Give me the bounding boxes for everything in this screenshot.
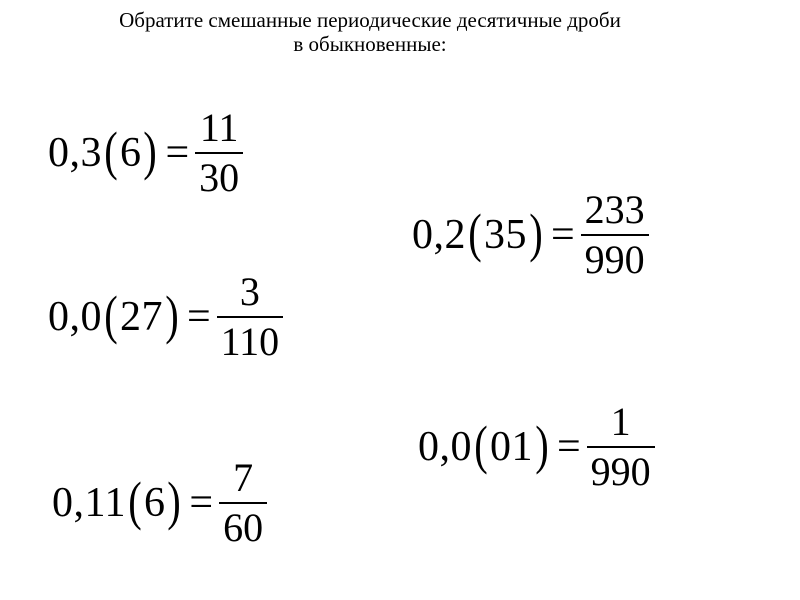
fraction-denominator: 60	[223, 505, 264, 550]
fraction	[217, 269, 284, 364]
fraction-numerator: 1	[610, 399, 631, 444]
equals-sign: =	[189, 480, 214, 526]
equals-sign: =	[165, 130, 190, 176]
fraction-denominator: 110	[220, 319, 280, 364]
equation-period: 6	[143, 480, 166, 526]
equation-2	[412, 187, 649, 282]
fraction-numerator: 11	[199, 105, 239, 150]
fraction-denominator: 990	[590, 449, 651, 494]
right-paren: )	[535, 415, 549, 475]
task-title	[0, 8, 740, 56]
equation-1	[48, 105, 243, 200]
fraction	[581, 187, 649, 282]
fraction	[587, 399, 655, 494]
equation-period: 27	[119, 294, 163, 340]
equals-sign: =	[556, 424, 581, 470]
fraction-numerator: 7	[233, 455, 254, 500]
fraction-denominator: 30	[199, 155, 240, 200]
title-line-1: Обратите смешанные периодические десятичные дроби	[119, 8, 621, 32]
fraction-numerator: 3	[239, 269, 260, 314]
equation-4	[418, 399, 655, 494]
equation-5	[52, 455, 267, 550]
equation-period: 35	[483, 212, 527, 258]
left-paren: (	[468, 203, 482, 263]
equation-period: 6	[119, 130, 142, 176]
right-paren: )	[143, 121, 158, 181]
fraction-denominator: 990	[584, 237, 645, 282]
equation-prefix: 0,0	[48, 294, 102, 340]
fraction	[195, 105, 243, 200]
left-paren: (	[474, 415, 488, 475]
equals-sign: =	[550, 212, 575, 258]
left-paren: (	[104, 121, 118, 181]
left-paren: (	[104, 285, 118, 345]
equation-prefix: 0,11	[52, 480, 126, 526]
equation-prefix: 0,2	[412, 212, 466, 258]
right-paren: )	[165, 285, 179, 345]
title-line-2: в обыкновенные:	[293, 32, 447, 56]
equation-period: 01	[489, 424, 533, 470]
equals-sign: =	[186, 294, 211, 340]
fraction-numerator: 233	[584, 187, 645, 232]
right-paren: )	[167, 471, 182, 531]
equation-3	[48, 269, 283, 364]
equation-prefix: 0,3	[48, 130, 102, 176]
equation-prefix: 0,0	[418, 424, 472, 470]
left-paren: (	[128, 471, 142, 531]
fraction	[219, 455, 267, 550]
right-paren: )	[529, 203, 543, 263]
